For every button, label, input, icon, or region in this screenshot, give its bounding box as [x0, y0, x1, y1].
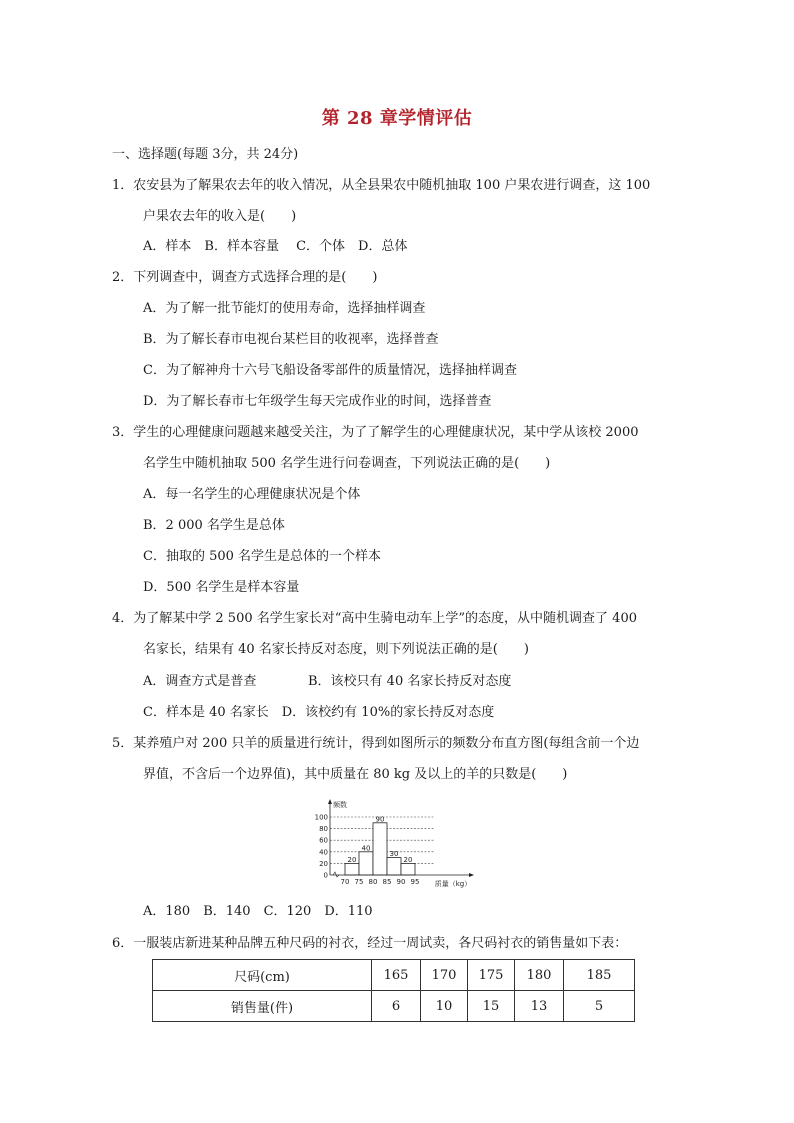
bar-data-label: 30: [389, 850, 399, 859]
table-cell: 10: [421, 991, 468, 1022]
question-3-option-a: A．每一名学生的心理健康状况是个体: [143, 487, 361, 502]
y-axis-arrow: [328, 799, 332, 804]
question-6-line-1: 6．一服装店新进某种品牌五种尺码的衬衣，经过一周试卖，各尺码衬衣的销售量如下表：: [112, 936, 628, 951]
bar-data-label: 20: [403, 855, 413, 864]
question-4-option-b: B．该校只有 40 名家长持反对态度: [308, 674, 512, 689]
histogram-bar: [401, 863, 415, 875]
bar-data-label: 90: [375, 815, 385, 824]
question-2-option-d: D．为了解长春市七年级学生每天完成作业的时间，选择普查: [143, 394, 492, 409]
question-1-options: A．样本 B．样本容量 C．个体 D．总体: [143, 239, 408, 254]
y-axis-label: 频数: [333, 801, 347, 809]
x-axis-label: 质量（kg）: [434, 880, 472, 888]
table-cell: 销售量(件): [153, 991, 372, 1022]
frequency-histogram: [303, 799, 478, 891]
question-5-line-1: 5．某养殖户对 200 只羊的质量进行统计，得到如图所示的频数分布直方图(每组含前一个边: [112, 736, 640, 751]
question-3-line-2: 名学生中随机抽取 500 名学生进行问卷调查，下列说法正确的是( ): [143, 456, 551, 471]
histogram-bar: [373, 823, 387, 875]
table-cell: 13: [515, 991, 564, 1022]
table-header-cell: 185: [564, 960, 635, 991]
question-2-line-1: 2．下列调查中，调查方式选择合理的是( ): [112, 270, 378, 285]
question-4-option-a: A．调查方式是普查: [143, 674, 257, 689]
table-header-cell: 175: [468, 960, 515, 991]
x-tick-label: 95: [410, 878, 420, 886]
table-row: [153, 960, 635, 991]
table-header-cell: 180: [515, 960, 564, 991]
x-tick-label: 80: [368, 878, 378, 886]
page-title: 第 28 章学情评估: [321, 108, 473, 129]
sales-table: [152, 959, 635, 1022]
question-3-option-c: C．抽取的 500 名学生是总体的一个样本: [143, 549, 382, 564]
histogram-bar: [387, 858, 401, 875]
table-cell: 5: [564, 991, 635, 1022]
y-tick-label: 60: [319, 836, 328, 845]
bar-data-label: 20: [347, 855, 357, 864]
question-4-line-1: 4．为了解某中学 2 500 名学生家长对“高中生骑电动车上学”的态度，从中随机调查了 400: [112, 611, 637, 626]
question-3-line-1: 3．学生的心理健康问题越来越受关注，为了了解学生的心理健康状况，某中学从该校 2000: [112, 425, 639, 440]
question-5-options: A．180 B．140 C．120 D．110: [143, 904, 373, 919]
question-4-options-c-d: C．样本是 40 名家长 D．该校约有 10%的家长持反对态度: [143, 705, 495, 720]
question-1-line-1: 1．农安县为了解果农去年的收入情况，从全县果农中随机抽取 100 户果农进行调查，这 100: [112, 178, 651, 193]
table-header-cell: 170: [421, 960, 468, 991]
y-tick-label: 100: [314, 813, 328, 822]
y-tick-label: 40: [319, 848, 328, 857]
y-tick-label: 0: [323, 871, 328, 880]
table-cell: 15: [468, 991, 515, 1022]
y-tick-label: 20: [319, 859, 328, 868]
section-heading: 一、选择题(每题 3分，共 24分): [112, 147, 299, 162]
histogram-bar: [345, 863, 359, 875]
question-5-line-2: 界值，不含后一个边界值)，其中质量在 80 kg 及以上的羊的只数是( ): [143, 767, 568, 782]
question-2-option-a: A．为了解一批节能灯的使用寿命，选择抽样调查: [143, 301, 426, 316]
question-1-line-2: 户果农去年的收入是( ): [143, 209, 297, 224]
axis-break-mark: [333, 872, 339, 877]
x-tick-label: 90: [396, 878, 406, 886]
x-tick-label: 70: [340, 878, 350, 886]
table-header-cell: 165: [372, 960, 421, 991]
question-2-option-c: C．为了解神舟十六号飞船设备零部件的质量情况，选择抽样调查: [143, 363, 517, 378]
x-axis-arrow: [469, 873, 474, 877]
question-3-option-b: B．2 000 名学生是总体: [143, 518, 285, 533]
x-tick-label: 85: [382, 878, 392, 886]
question-2-option-b: B．为了解长春市电视台某栏目的收视率，选择普查: [143, 332, 439, 347]
bar-data-label: 40: [361, 844, 371, 853]
y-tick-label: 80: [319, 825, 328, 834]
table-cell: 6: [372, 991, 421, 1022]
table-row: [153, 991, 635, 1022]
question-4-line-2: 名家长，结果有 40 名家长持反对态度，则下列说法正确的是( ): [143, 642, 529, 657]
histogram-bar: [359, 852, 373, 875]
question-3-option-d: D．500 名学生是样本容量: [143, 580, 300, 595]
table-header-cell: 尺码(cm): [153, 960, 372, 991]
x-tick-label: 75: [354, 878, 364, 886]
